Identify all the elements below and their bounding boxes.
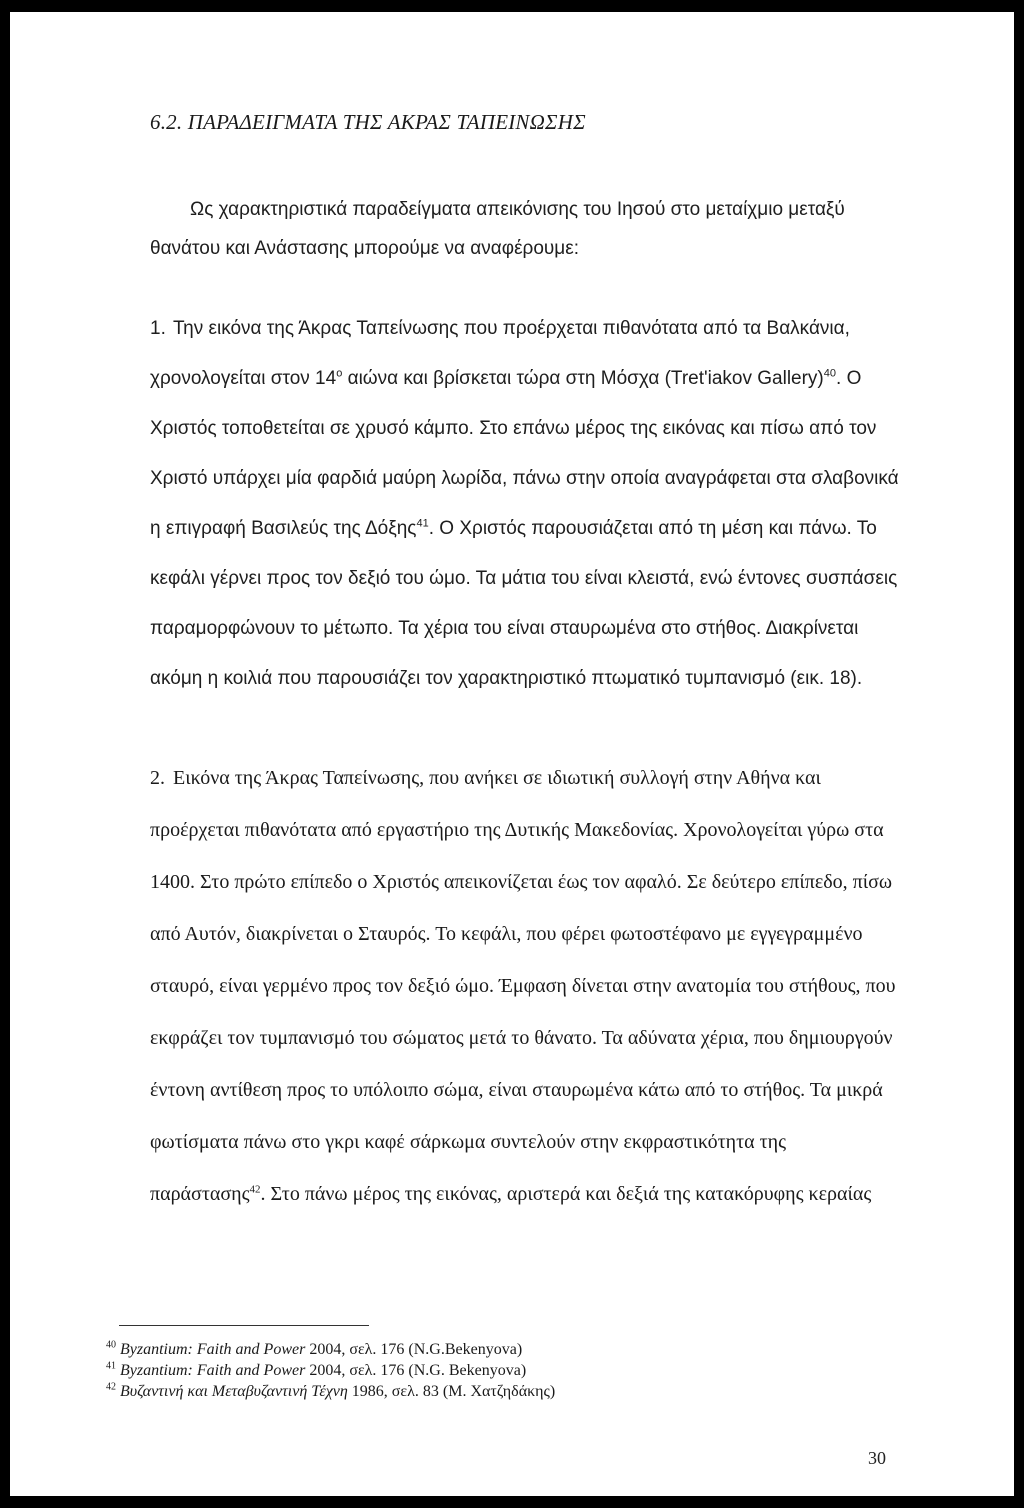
list-item-1 [150, 304, 902, 704]
footnote-40 [106, 1339, 555, 1360]
document-page [10, 12, 1014, 1496]
list-item-1-part4: . Ο Χριστός παρουσιάζεται από τη μέση και πάνω. Το κεφάλι γέρνει προς τον δεξιό του ώμο. Τα μάτια του είναι κλειστά, ενώ έντονες συσπάσεις παραμορφώνουν το μέτωπο. Τα χέρια του είναι σταυρωμένα στο στήθος. Διακρίνεται ακόμη η κοιλιά που παρουσιάζει τον χαρακτηριστικό πτωματικό τυμπανισμό (εικ. 18). [150, 518, 898, 689]
list-item-1-number: 1. [150, 318, 166, 339]
section-heading: 6.2. ΠΑΡΑΔΕΙΓΜΑΤΑ ΤΗΣ ΑΚΡΑΣ ΤΑΠΕΙΝΩΣΗΣ [150, 110, 586, 134]
footnotes [106, 1339, 555, 1402]
list-item-1-part3: . Ο Χριστός τοποθετείται σε χρυσό κάμπο. Στο επάνω μέρος της εικόνας και πίσω από τον Χριστό υπάρχει μία φαρδιά μαύρη λωρίδα, πάνω στην οποία αναγράφεται στα σλαβονικά η επιγραφή Βασιλεύς της Δόξης [150, 368, 899, 539]
footnote-41 [106, 1360, 555, 1381]
footnote-42 [106, 1381, 555, 1402]
footnote-ref-42[interactable]: 42 [249, 1183, 261, 1196]
footnote-divider [119, 1325, 369, 1326]
list-item-2-part1: Εικόνα της Άκρας Ταπείνωσης, που ανήκει σε ιδιωτική συλλογή στην Αθήνα και προέρχεται πιθανότατα από εργαστήριο της Δυτικής Μακεδονίας. Χρονολογείται γύρω στα 1400. Στο πρώτο επίπεδο ο Χριστός απεικονίζεται έως τον αφαλό. Σε δεύτερο επίπεδο, πίσω από Αυτόν, διακρίνεται ο Σταυρός. Το κεφάλι, που φέρει φωτοστέφανο με εγγεγραμμένο σταυρό, είναι γερμένο προς τον δεξιό ώμο. Έμφαση δίνεται στην ανατομία του στήθους, που εκφράζει τον τυμπανισμό του σώματος μετά το θάνατο. Τα αδύνατα χέρια, που δημιουργούν έντονη αντίθεση προς το υπόλοιπο σώμα, είναι σταυρωμένα κάτω από το στήθος. Τα μικρά φωτίσματα πάνω στο γκρι καφέ σάρκωμα συντελούν στην εκφραστικότητα της παράστασης [150, 767, 896, 1205]
footnote-detail: 2004, σελ. 176 (N.G.Bekenyova) [305, 1341, 523, 1358]
list-item-2-part2: . Στο πάνω μέρος της εικόνας, αριστερά και δεξιά της κατακόρυφης κεραίας [260, 1183, 872, 1205]
list-item-2-text [150, 752, 902, 1220]
footnote-ref-41[interactable]: 41 [416, 517, 429, 530]
ordinal-superscript: ο [336, 367, 343, 380]
intro-paragraph: Ως χαρακτηριστικά παραδείγματα απεικόνισης του Ιησού στο μεταίχμιο μεταξύ θανάτου και Ανάστασης μπορούμε να αναφέρουμε: [150, 199, 845, 259]
footnote-number: 42 [106, 1381, 116, 1393]
footnote-title: Byzantium: Faith and Power [120, 1362, 306, 1379]
page-number: 30 [868, 1448, 886, 1468]
footnote-detail: 1986, σελ. 83 (Μ. Χατζηδάκης) [347, 1383, 556, 1400]
footnote-number: 41 [106, 1360, 116, 1372]
list-item-1-part1: Την εικόνα της Άκρας Ταπείνωσης που προέρχεται πιθανότατα από τα Βαλκάνια, χρονολογείται στον 14 [150, 318, 850, 389]
list-item-1-text [150, 304, 902, 704]
list-item-2 [150, 752, 902, 1220]
list-item-1-part2: αιώνα και βρίσκεται τώρα στη Μόσχα (Tret'iakov Gallery) [342, 368, 824, 389]
footnote-detail: 2004, σελ. 176 (N.G. Bekenyova) [305, 1362, 527, 1379]
footnote-ref-40[interactable]: 40 [823, 367, 837, 380]
footnote-title: Byzantium: Faith and Power [120, 1341, 306, 1358]
footnote-number: 40 [106, 1339, 116, 1351]
list-item-2-number: 2. [150, 767, 165, 789]
footnote-title: Βυζαντινή και Μεταβυζαντινή Τέχνη [120, 1383, 348, 1400]
